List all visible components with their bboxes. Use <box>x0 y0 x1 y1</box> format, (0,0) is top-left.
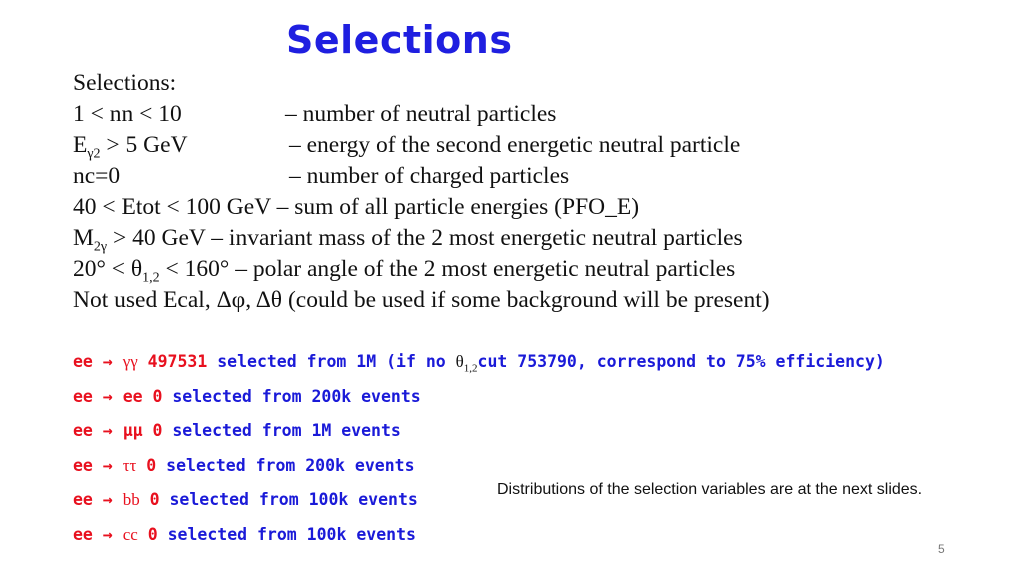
criterion-1-condition: 1 < nn < 10 <box>73 101 182 127</box>
slide-title: Selections <box>286 18 513 62</box>
page-number: 5 <box>938 542 945 556</box>
result-mu-mu: ee → μμ 0 selected from 1M events <box>73 421 401 440</box>
result-gamma-gamma: ee → γγ 497531 selected from 1M (if no $\theta_{1,2}cut$ 753790, correspond to 75% efficiency) <box>73 352 885 375</box>
criterion-4: 40 < Etot < 100 GeV – sum of all particle energies (PFO_E) <box>73 194 640 220</box>
criterion-1-description: – number of neutral particles <box>285 101 557 127</box>
criterion-7: Not used Ecal, Δφ, Δθ (could be used if some background will be present) <box>73 287 770 313</box>
criterion-6: $20^\circ < \theta_{1,2} < 160^\circ$ – polar angle of the 2 most energetic neutral particles <box>73 256 736 286</box>
criterion-2-condition: $E_{\gamma 2} > 5$ GeV <box>73 132 188 162</box>
distributions-note: Distributions of the selection variables are at the next slides. <box>497 481 923 498</box>
criterion-3-condition: nc=0 <box>73 163 121 189</box>
result-ee: ee → ee 0 selected from 200k events <box>73 387 421 406</box>
criterion-3-description: – number of charged particles <box>289 163 570 189</box>
criterion-5: $M_{2\gamma} > 40$ GeV – invariant mass of the 2 most energetic neutral particles <box>73 225 743 255</box>
result-c-c: ee → cc 0 selected from 100k events <box>73 525 416 544</box>
result-b-b: ee → bb 0 selected from 100k events <box>73 490 418 509</box>
result-tau-tau: ee → ττ 0 selected from 200k events <box>73 456 415 475</box>
criterion-2-description: – energy of the second energetic neutral particle <box>289 132 741 158</box>
selections-header: Selections: <box>73 70 177 96</box>
